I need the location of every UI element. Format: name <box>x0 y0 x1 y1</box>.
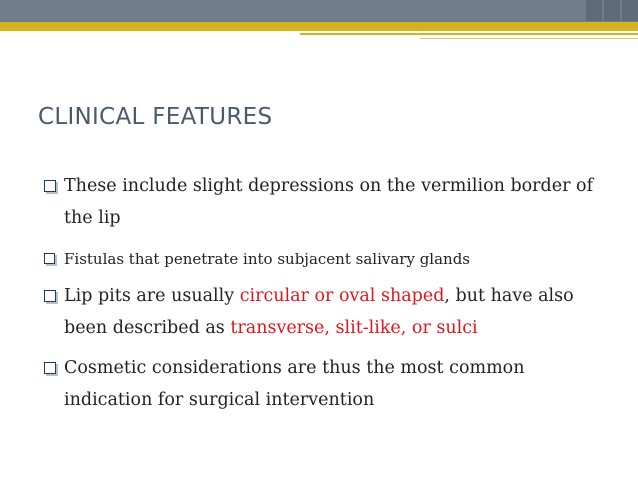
highlight-text: transverse, slit-like, or sulci <box>230 318 478 338</box>
accent-line-thin <box>420 38 638 39</box>
square-bullet-icon <box>44 253 55 264</box>
bullet-item <box>44 242 614 276</box>
bullet-text: Cosmetic considerations are thus the most common indication for surgical intervention <box>64 358 525 410</box>
header-decoration <box>586 0 638 21</box>
accent-line <box>300 33 638 35</box>
square-bullet-icon <box>44 180 56 192</box>
bullet-item <box>44 352 614 416</box>
slide-title: CLINICAL FEATURES <box>38 104 273 130</box>
highlight-text: circular or oval shaped <box>239 286 445 306</box>
header-accent-stripe <box>0 22 638 31</box>
square-bullet-icon <box>44 290 56 302</box>
decoration-square <box>604 0 620 21</box>
bullet-text: These include slight depressions on the vermilion border of the lip <box>64 176 594 228</box>
bullet-list <box>44 170 614 416</box>
square-bullet-icon <box>44 362 56 374</box>
bullet-text-start: Lip pits are usually <box>64 286 240 306</box>
bullet-item <box>44 170 614 234</box>
bullet-item <box>44 280 614 344</box>
bullet-text: Fistulas that penetrate into subjacent salivary glands <box>64 250 470 268</box>
decoration-square <box>586 0 602 21</box>
decoration-square <box>622 0 638 21</box>
bullet-text-middle: , but have also been described as <box>64 286 574 338</box>
header-band <box>0 0 638 22</box>
